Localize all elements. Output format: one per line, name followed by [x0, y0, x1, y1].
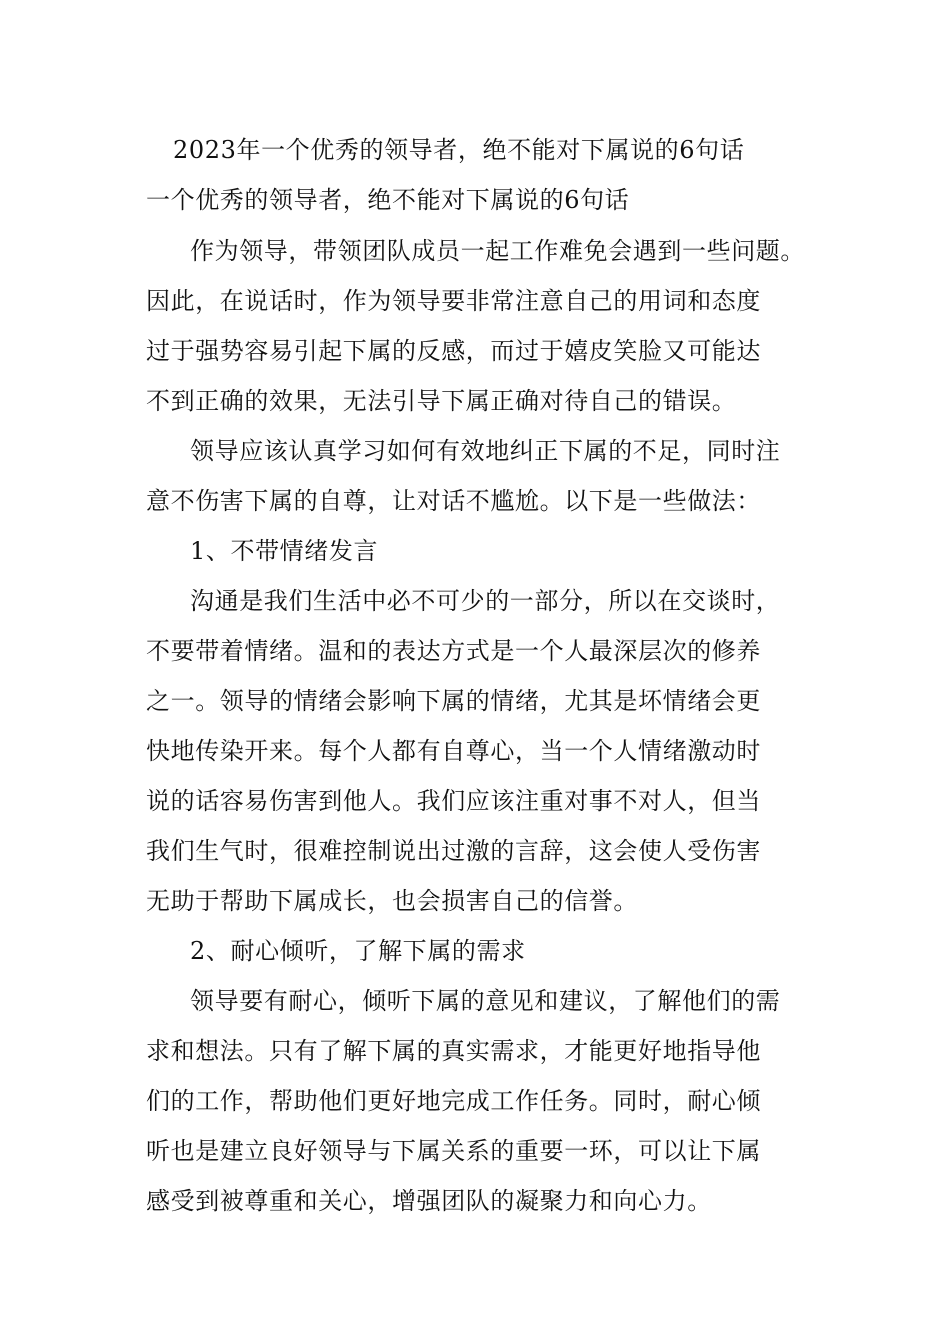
paragraph-line: 感受到被尊重和关心，增强团队的凝聚力和向心力。	[146, 1187, 712, 1215]
paragraph-line: 不要带着情绪。温和的表达方式是一个人最深层次的修养	[146, 637, 761, 665]
paragraph-line: 领导应该认真学习如何有效地纠正下属的不足，同时注	[190, 437, 781, 465]
document-subtitle: 一个优秀的领导者，绝不能对下属说的6句话	[146, 186, 630, 214]
document-title: 2023年一个优秀的领导者，绝不能对下属说的6句话	[173, 136, 745, 164]
paragraph-line: 因此，在说话时，作为领导要非常注意自己的用词和态度	[146, 287, 761, 315]
paragraph-line: 听也是建立良好领导与下属关系的重要一环，可以让下属	[146, 1137, 761, 1165]
paragraph-line: 过于强势容易引起下属的反感，而过于嬉皮笑脸又可能达	[146, 337, 761, 365]
paragraph-line: 领导要有耐心，倾听下属的意见和建议，了解他们的需	[190, 987, 781, 1015]
paragraph-line: 快地传染开来。每个人都有自尊心，当一个人情绪激动时	[146, 737, 761, 765]
paragraph-line: 作为领导，带领团队成员一起工作难免会遇到一些问题。	[190, 237, 805, 265]
paragraph-line: 不到正确的效果，无法引导下属正确对待自己的错误。	[146, 387, 737, 415]
paragraph-line: 意不伤害下属的自尊，让对话不尴尬。以下是一些做法：	[146, 487, 761, 515]
paragraph-line: 沟通是我们生活中必不可少的一部分，所以在交谈时，	[190, 587, 781, 615]
paragraph-line: 说的话容易伤害到他人。我们应该注重对事不对人，但当	[146, 787, 761, 815]
paragraph-line: 无助于帮助下属成长，也会损害自己的信誉。	[146, 887, 638, 915]
paragraph-line: 之一。领导的情绪会影响下属的情绪，尤其是坏情绪会更	[146, 687, 761, 715]
paragraph-line: 求和想法。只有了解下属的真实需求，才能更好地指导他	[146, 1037, 761, 1065]
section-heading: 1、不带情绪发言	[190, 537, 379, 565]
section-heading: 2、耐心倾听，了解下属的需求	[190, 937, 526, 965]
paragraph-line: 们的工作，帮助他们更好地完成工作任务。同时，耐心倾	[146, 1087, 761, 1115]
paragraph-line: 我们生气时，很难控制说出过激的言辞，这会使人受伤害	[146, 837, 761, 865]
